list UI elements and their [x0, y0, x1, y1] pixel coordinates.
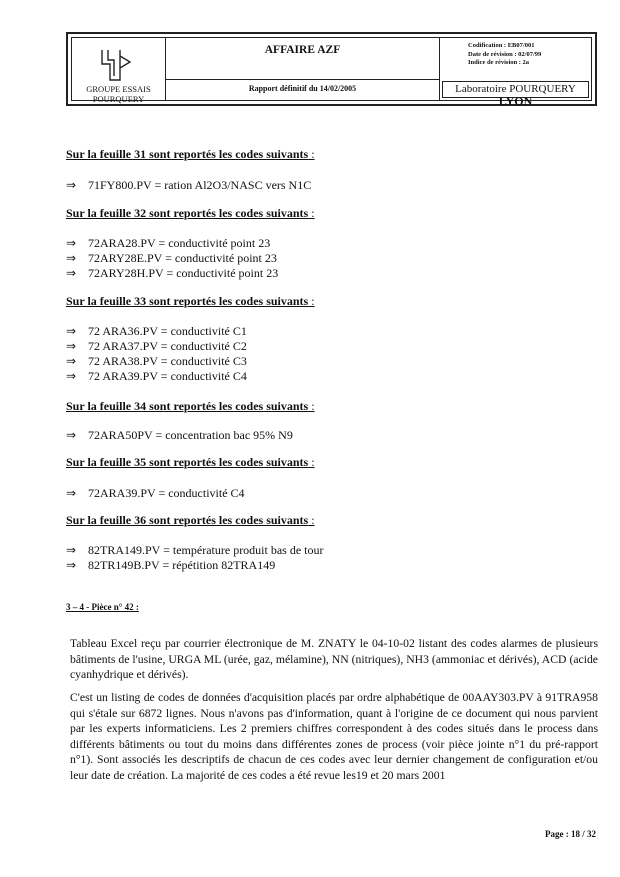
code-line: ⇒ 72 ARA37.PV = conductivité C2 [66, 339, 247, 353]
organization-name [72, 84, 165, 104]
code-line: ⇒ 72ARY28H.PV = conductivité point 23 [66, 266, 279, 280]
code-line: ⇒ 72ARY28E.PV = conductivité point 23 [66, 251, 277, 265]
paragraph-2: C'est un listing de codes de données d'acquisition placés par ordre alphabétique de 00AAY303.PV à 91TRA958 qui s'étale sur 6872 lignes. Nous n'avons pas d'information, quant à l'origine de ce document qui nous parvient par les experts informaticiens. Les 2 premiers chiffres correspondent à des codes situés dans le process dans différents bâtiments ou tout du moins dans différentes zones de process (voir pièce jointe n°1 du pré-rapport n°1). Sont associés les descriptifs de chacun de ces codes avec leur dernier changement de configuration et/ou leur date de création. La majorité de ces codes a été revue les19 et 20 mars 2001 [70, 691, 598, 782]
affaire-title: AFFAIRE AZF [264, 44, 341, 56]
arrow-icon: ⇒ [66, 369, 77, 383]
arrow-icon: ⇒ [66, 324, 77, 338]
org-line-1: GROUPE ESSAIS [86, 84, 151, 94]
sheet-33-title: Sur la feuille 33 sont reportés les codes suivants : [66, 294, 315, 308]
document-header [66, 32, 597, 106]
sheet-31-title: Sur la feuille 31 sont reportés les codes suivants : [66, 147, 315, 161]
code-line: ⇒ 71FY800.PV = ration Al2O3/NASC vers N1C [66, 178, 312, 192]
sheet-32-title: Sur la feuille 32 sont reportés les codes suivants : [66, 206, 315, 220]
header-inner-frame [71, 37, 592, 108]
arrow-icon: ⇒ [66, 251, 77, 265]
arrow-icon: ⇒ [66, 178, 77, 192]
code-line: ⇒ 72 ARA38.PV = conductivité C3 [66, 354, 247, 368]
org-line-2: POURQUERY [92, 94, 145, 104]
code-line: ⇒ 82TR149B.PV = répétition 82TRA149 [66, 558, 276, 572]
codification: Codification : EB07/001 [468, 42, 535, 49]
header-title-cell [166, 38, 440, 100]
sheet-34-title: Sur la feuille 34 sont reportés les codes suivants : [66, 399, 315, 413]
arrow-icon: ⇒ [66, 543, 77, 557]
code-line: ⇒ 72ARA50PV = concentration bac 95% N9 [66, 428, 293, 442]
report-date: Rapport définitif du 14/02/2005 [248, 84, 357, 93]
code-line: ⇒ 72 ARA39.PV = conductivité C4 [66, 369, 247, 383]
revision-date: Date de révision : 02/07/99 [468, 50, 542, 58]
code-line: ⇒ 82TRA149.PV = température produit bas de tour [66, 543, 324, 557]
groupe-essais-logo-icon [100, 46, 136, 82]
codification-block [468, 42, 541, 68]
arrow-icon: ⇒ [66, 236, 77, 250]
lab-box [442, 81, 589, 108]
arrow-icon: ⇒ [66, 486, 77, 500]
paragraph-1: Tableau Excel reçu par courrier électronique de M. ZNATY le 04-10-02 listant des codes alarmes de plusieurs bâtiments de l'usine, URGA ML (urée, gaz, mélamine), NN (nitriques), NH3 (ammoniac et dérivés), ACD (acide cyanhydrique et dérivés). [70, 637, 598, 682]
lab-name: Laboratoire POURQUERY [455, 83, 576, 95]
arrow-icon: ⇒ [66, 354, 77, 368]
arrow-icon: ⇒ [66, 266, 77, 280]
code-line: ⇒ 72ARA39.PV = conductivité C4 [66, 486, 245, 500]
page-number: Page : 18 / 32 [545, 829, 596, 839]
arrow-icon: ⇒ [66, 339, 77, 353]
header-logo-cell [72, 38, 166, 104]
revision-index: Indice de révision : 2a [468, 59, 530, 66]
code-line: ⇒ 72 ARA36.PV = conductivité C1 [66, 324, 247, 338]
lab-city: LYON [498, 94, 533, 108]
header-info-cell [440, 38, 591, 108]
code-line: ⇒ 72ARA28.PV = conductivité point 23 [66, 236, 271, 250]
arrow-icon: ⇒ [66, 558, 77, 572]
sheet-36-title: Sur la feuille 36 sont reportés les codes suivants : [66, 513, 315, 527]
section-heading: 3 – 4 - Pièce n° 42 : [66, 602, 139, 612]
arrow-icon: ⇒ [66, 428, 77, 442]
sheet-35-title: Sur la feuille 35 sont reportés les codes suivants : [66, 455, 315, 469]
